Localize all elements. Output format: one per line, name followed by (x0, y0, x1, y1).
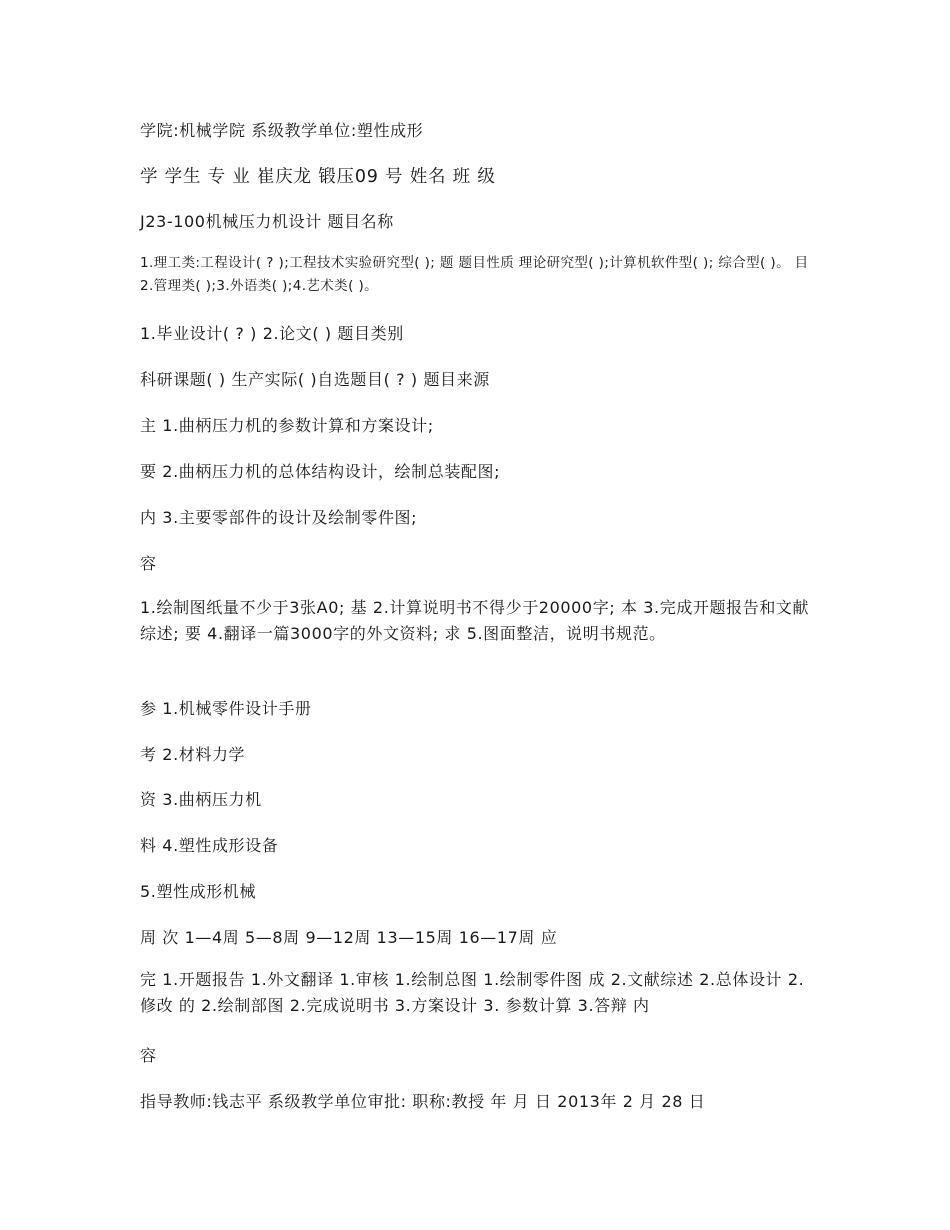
main-content-item-3: 内 3.主要零部件的设计及绘制零件图; (140, 508, 418, 527)
schedule-end-char: 容 (140, 1046, 157, 1065)
topic-nature-line: 1.理工类:工程设计( ? );工程技术实验研究型( ); 题 题目性质 理论研究型( );计算机软件型( ); 综合型( )。 目 2.管理类( );3.外语类( );4.艺术类( )。 (140, 255, 809, 294)
reference-item-1: 参 1.机械零件设计手册 (140, 699, 312, 718)
schedule-tasks-text: 完 1.开题报告 1.外文翻译 1.审核 1.绘制总图 1.绘制零件图 成 2.文献综述 2.总体设计 2.修改 的 2.绘制部图 2.完成说明书 3.方案设计 3. 参数计算 3.答辩 内 (140, 970, 805, 1015)
student-info-line: 学 学生 专 业 崔庆龙 锻压09 号 姓名 班 级 (140, 167, 496, 187)
reference-item-3: 资 3.曲柄压力机 (140, 790, 262, 809)
main-content-item-2: 要 2.曲柄压力机的总体结构设计，绘制总装配图; (140, 462, 501, 481)
topic-source-line: 科研课题( ) 生产实际( )自选题目( ? ) 题目来源 (140, 370, 490, 389)
main-content-end-char: 容 (140, 554, 157, 573)
reference-item-4: 料 4.塑性成形设备 (140, 836, 279, 855)
signature-line: 指导教师:钱志平 系级教学单位审批: 职称:教授 年 月 日 2013年 2 月 28 日 (140, 1092, 706, 1111)
topic-category-line: 1.毕业设计( ? ) 2.论文( ) 题目类别 (140, 324, 404, 343)
basic-requirements-text: 1.绘制图纸量不少于3张A0; 基 2.计算说明书不得少于20000字; 本 3.完成开题报告和文献综述; 要 4.翻译一篇3000字的外文资料; 求 5.图面整洁，说明书规范。 (140, 598, 810, 643)
college-line: 学院:机械学院 系级教学单位:塑性成形 (140, 121, 424, 140)
reference-item-2: 考 2.材料力学 (140, 745, 246, 764)
schedule-weeks-line: 周 次 1—4周 5—8周 9—12周 13—15周 16—17周 应 (140, 928, 558, 947)
topic-name-line: J23-100机械压力机设计 题目名称 (140, 212, 394, 231)
main-content-item-1: 主 1.曲柄压力机的参数计算和方案设计; (140, 416, 434, 435)
reference-item-5: 5.塑性成形机械 (140, 882, 257, 901)
